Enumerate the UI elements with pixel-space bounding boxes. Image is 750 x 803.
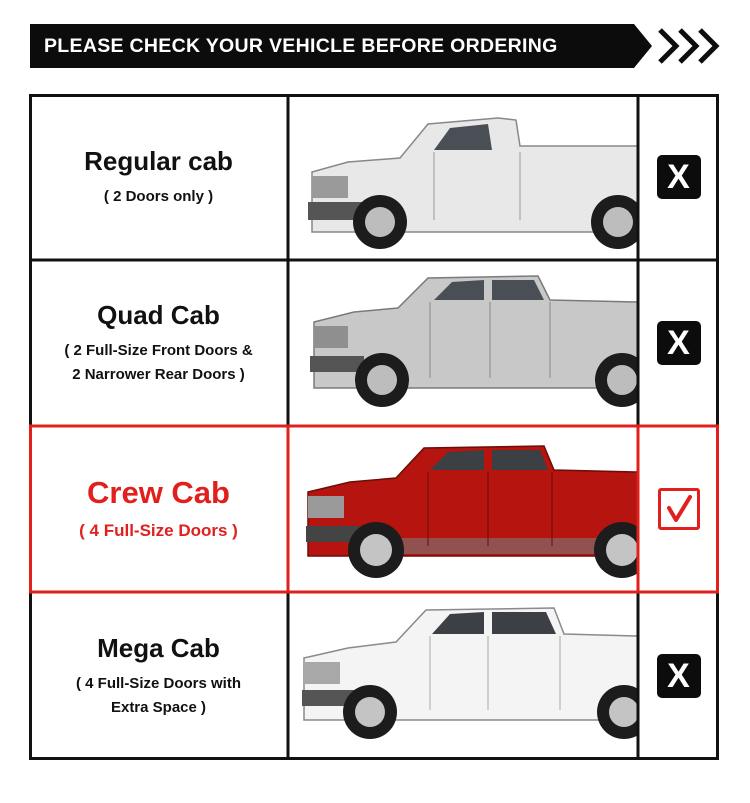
x-icon: X — [657, 321, 701, 365]
banner-title: PLEASE CHECK YOUR VEHICLE BEFORE ORDERING — [44, 35, 558, 57]
table-grid-lines — [29, 94, 719, 760]
cab-title: Mega Cab — [97, 632, 220, 663]
cab-title: Regular cab — [84, 145, 233, 176]
cab-subtitle-line-2: Extra Space ) — [110, 698, 207, 716]
cab-subtitle-line-2: 2 Narrower Rear Doors ) — [72, 365, 245, 383]
cab-title: Quad Cab — [97, 299, 220, 330]
cab-subtitle: ( 4 Full-Size Doors ) — [79, 521, 238, 540]
cab-title: Crew Cab — [87, 475, 230, 510]
x-icon: X — [657, 155, 701, 199]
triple-chevron-right-icon — [656, 24, 726, 68]
header-banner — [30, 24, 652, 68]
cab-subtitle-line-1: ( 2 Full-Size Front Doors & — [64, 341, 253, 359]
cab-subtitle-line-1: ( 4 Full-Size Doors with — [75, 674, 241, 692]
cab-comparison-table — [29, 94, 719, 760]
cab-subtitle: ( 2 Doors only ) — [103, 187, 214, 205]
x-icon: X — [657, 654, 701, 698]
selected-row-highlight — [31, 426, 718, 592]
